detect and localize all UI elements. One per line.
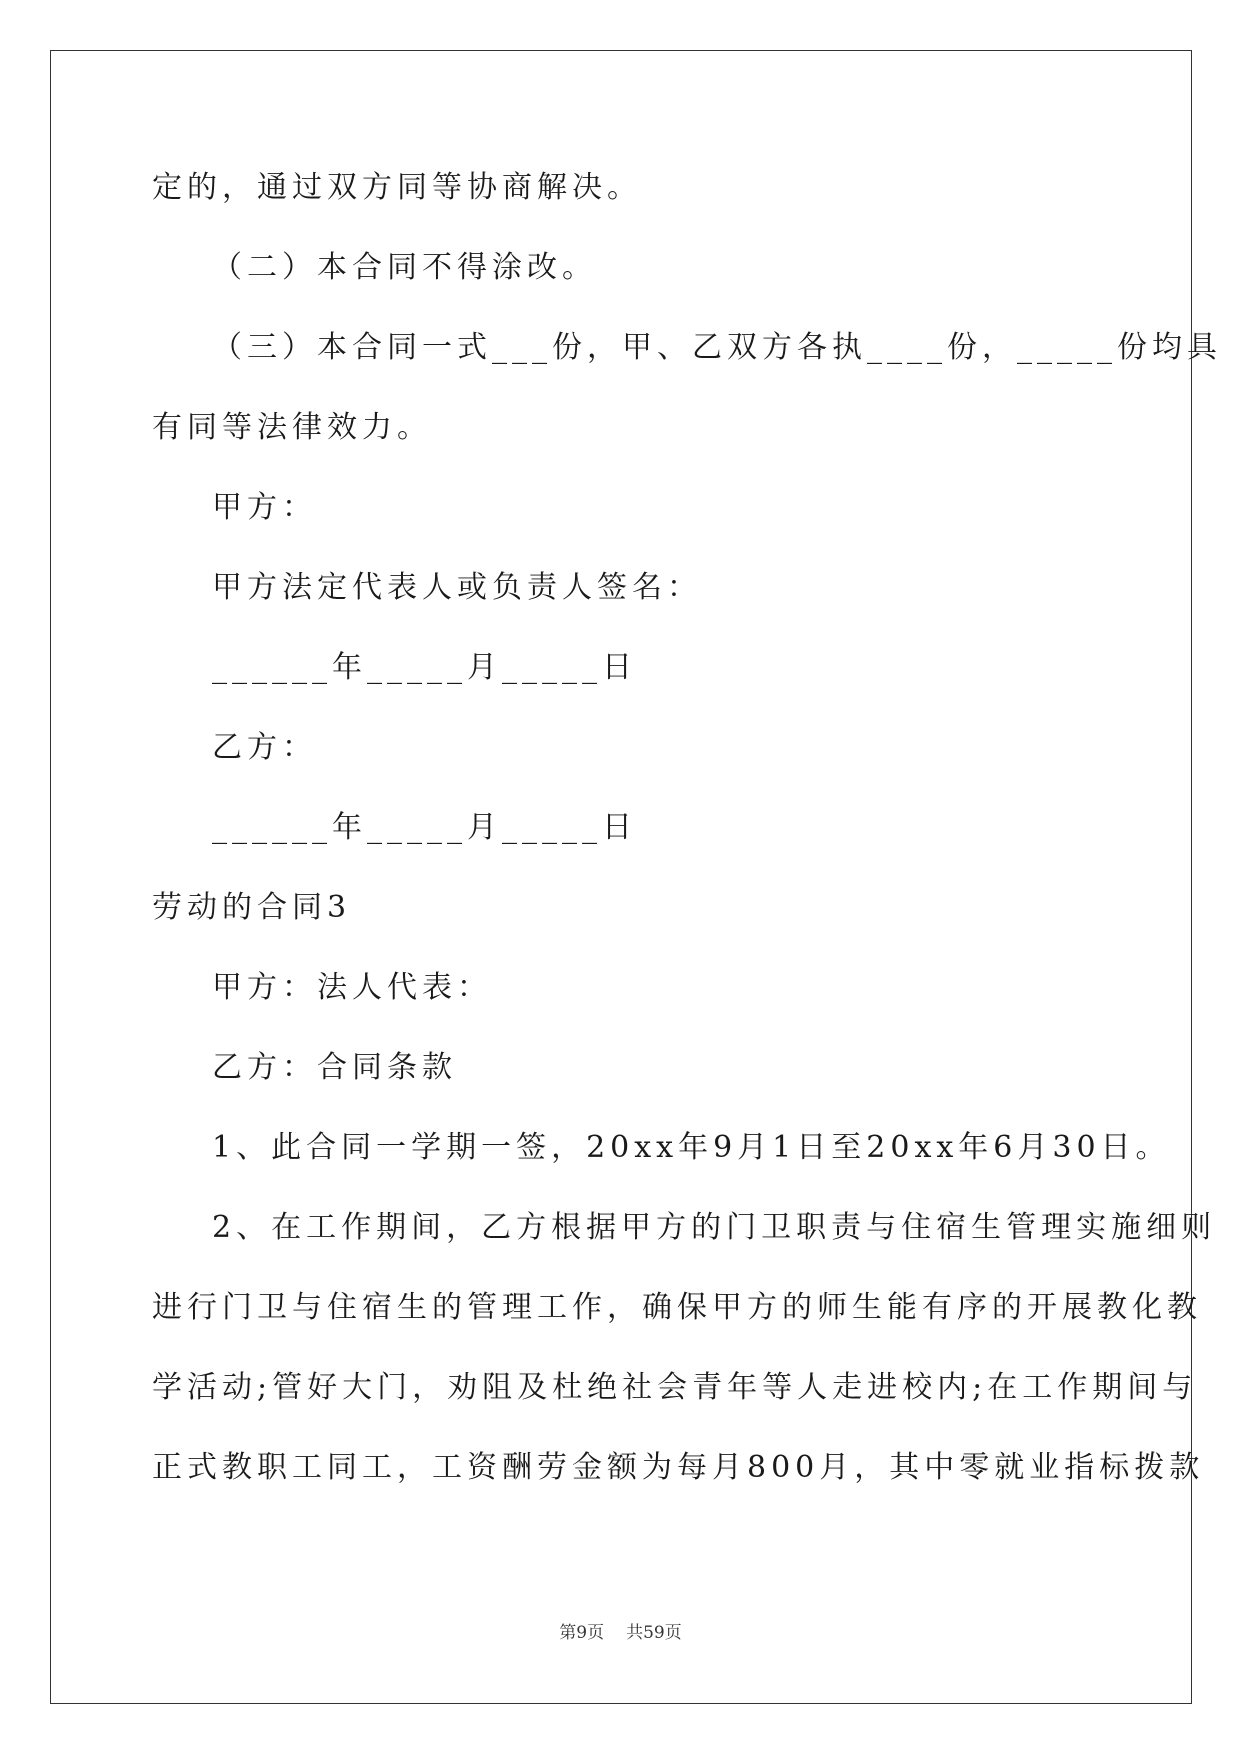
page-footer xyxy=(0,1618,1241,1643)
page-number: 第9页 xyxy=(559,1623,605,1643)
clause-line: 学活动;管好大门，劝阻及杜绝社会青年等人走进校内;在工作期间与 xyxy=(152,1370,1198,1405)
section-heading: 劳动的合同3 xyxy=(152,890,352,925)
clause-line: 进行门卫与住宿生的管理工作，确保甲方的师生能有序的开展教化教 xyxy=(152,1290,1202,1325)
paragraph-line: （二）本合同不得涂改。 xyxy=(212,250,597,285)
paragraph-line: （三）本合同一式___份，甲、乙双方各执____份，_____份均具 xyxy=(212,330,1222,365)
paragraph-line: 有同等法律效力。 xyxy=(152,410,432,445)
page-total: 共59页 xyxy=(626,1623,682,1643)
clause-line: 正式教职工同工，工资酬劳金额为每月800月，其中零就业指标拨款 xyxy=(152,1450,1205,1485)
paragraph-line: 乙方：合同条款 xyxy=(212,1050,457,1085)
party-a-label: 甲方： xyxy=(212,490,317,525)
clause-line: 2、在工作期间，乙方根据甲方的门卫职责与住宿生管理实施细则 xyxy=(212,1210,1217,1245)
party-a-date-line: ______年_____月_____日 xyxy=(212,650,637,685)
paragraph-line: 甲方：法人代表： xyxy=(212,970,492,1005)
party-a-signature-line: 甲方法定代表人或负责人签名： xyxy=(212,570,702,605)
party-b-label: 乙方： xyxy=(212,730,317,765)
clause-line: 1、此合同一学期一签，20xx年9月1日至20xx年6月30日。 xyxy=(212,1130,1171,1165)
party-b-date-line: ______年_____月_____日 xyxy=(212,810,637,845)
paragraph-line: 定的，通过双方同等协商解决。 xyxy=(152,170,642,205)
